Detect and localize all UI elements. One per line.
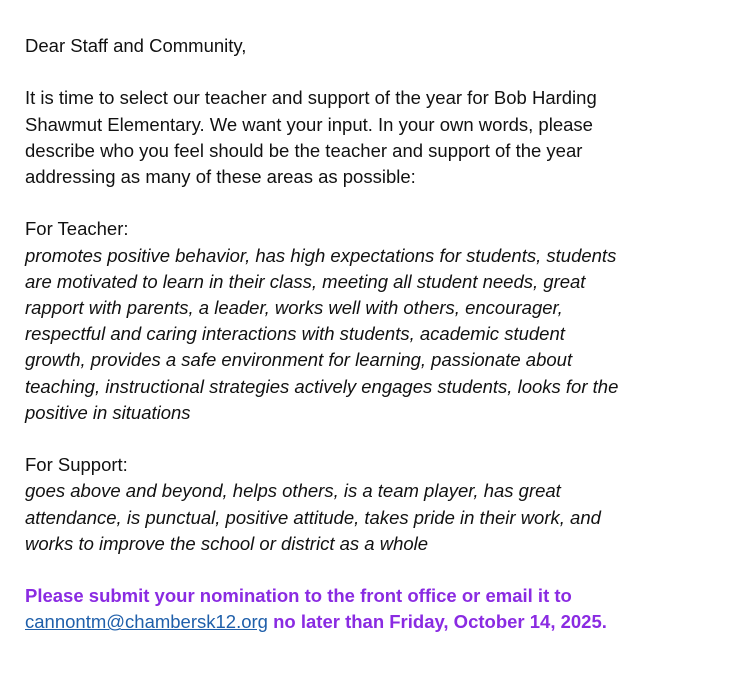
deadline-text: no later than Friday, October 14, 2025. <box>267 611 607 633</box>
intro-line: describe who you feel should be the teacher and support of the year <box>25 139 583 161</box>
intro-line: It is time to select our teacher and support of the year for Bob Harding <box>25 87 597 109</box>
teacher-heading: For Teacher: <box>25 218 129 240</box>
support-heading: For Support: <box>25 454 128 476</box>
support-criteria <box>25 478 725 557</box>
email-link[interactable]: cannontm@chambersk12.org <box>25 611 268 633</box>
support-criteria-line: works to improve the school or district as a whole <box>25 532 429 554</box>
teacher-criteria-line: rapport with parents, a leader, works well with others, encourager, <box>25 297 563 318</box>
support-criteria-line: goes above and beyond, helps others, is a team player, has great <box>25 480 561 502</box>
spacer <box>25 426 725 452</box>
support-criteria-line: attendance, is punctual, positive attitude, takes pride in their work, and <box>25 506 601 528</box>
teacher-criteria-line: are motivated to learn in their class, meeting all student needs, great <box>25 270 586 292</box>
intro-line: addressing as many of these areas as possible: <box>25 166 416 187</box>
spacer <box>25 557 725 583</box>
spacer <box>25 59 725 85</box>
teacher-criteria-line: teaching, instructional strategies actively engages students, looks for the <box>25 375 619 397</box>
intro-paragraph <box>25 85 725 190</box>
teacher-criteria-line: promotes positive behavior, has high expectations for students, students <box>25 244 617 266</box>
spacer <box>25 190 725 216</box>
closing-line <box>25 609 725 635</box>
teacher-criteria-line: growth, provides a safe environment for learning, passionate about <box>25 349 573 371</box>
intro-line: Shawmut Elementary. We want your input. In your own words, please <box>25 113 593 135</box>
submission-instructions <box>25 583 725 635</box>
teacher-criteria-line: respectful and caring interactions with students, academic student <box>25 323 565 345</box>
greeting: Dear Staff and Community, <box>25 35 247 56</box>
teacher-criteria <box>25 243 725 426</box>
teacher-criteria-line: positive in situations <box>25 401 191 423</box>
letter-document <box>25 33 725 636</box>
closing-line: Please submit your nomination to the front office or email it to <box>25 585 572 607</box>
